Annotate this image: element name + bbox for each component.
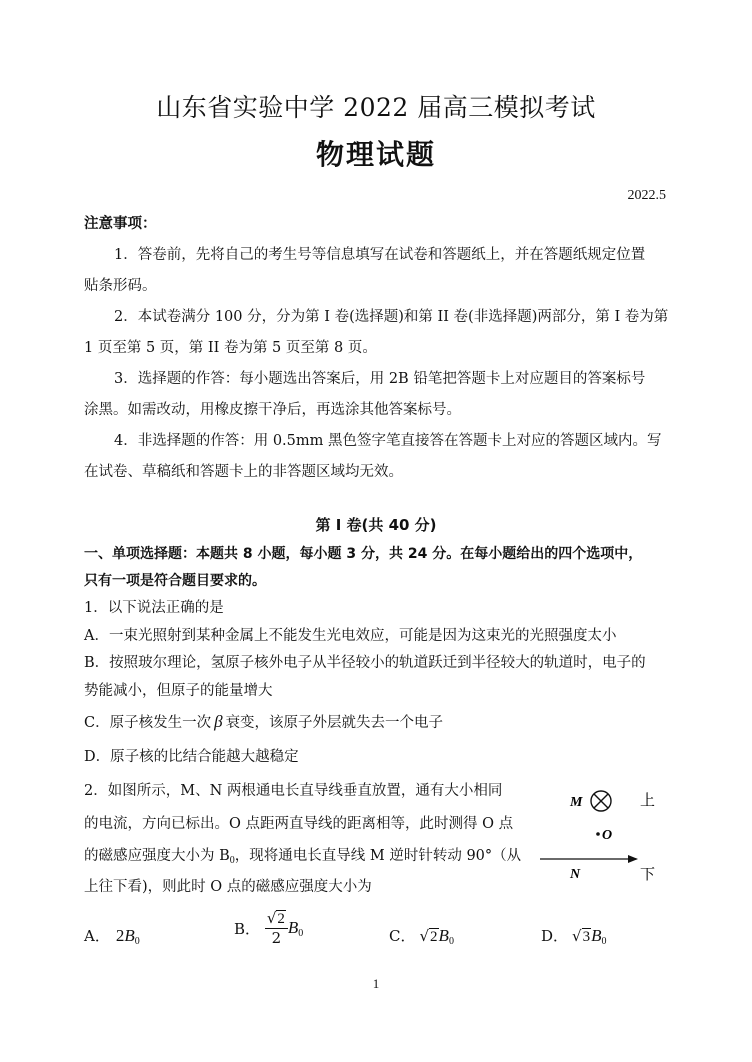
label-up: 上 [640,791,656,809]
notice-heading: 注意事项： [84,216,157,232]
q2-line-3-sub: 0 [229,855,235,866]
wire-diagram [538,782,668,886]
option-c-radicand: 2 [430,929,438,945]
option-a-sub: 0 [134,936,140,947]
q1-option-c-post: 衰变，该原子外层就失去一个电子 [225,715,444,731]
option-d-radicand: 3 [582,929,591,945]
wire-n-arrow-icon [628,855,638,863]
beta-symbol: β [214,712,223,731]
q1-option-c [84,712,443,733]
option-b-letter: B． [234,920,261,938]
q2-option-a [84,925,140,947]
q2-figure [538,782,668,886]
option-b-denominator: 2 [271,929,282,947]
option-b-var: B [287,918,299,937]
q2-line-2: 的电流，方向已标出。O 点距两直导线的距离相等，此时测得 O 点 [84,816,514,832]
q1-stem: 1．以下说法正确的是 [84,600,224,616]
option-d-letter: D． [541,927,569,945]
section-intro-line-1: 一、单项选择题：本题共 8 小题，每小题 3 分，共 24 分。在每小题给出的四个选项中， [84,546,643,562]
q2-option-b [234,911,303,946]
option-d-sub: 0 [601,936,607,947]
option-c-var: B [438,926,449,945]
current-into-page-icon [591,791,611,811]
label-m: M [570,795,583,810]
option-b-radicand: 2 [277,911,285,927]
q2-line-3 [84,846,521,871]
notice-2-line-1: 2．本试卷满分 100 分，分为第 I 卷(选择题)和第 II 卷(非选择题)两部分，第 I 卷为第 [114,309,669,325]
option-c-sub: 0 [448,936,454,947]
q1-option-b-line-1: B．按照玻尔理论，氢原子核外电子从半径较小的轨道跃迁到半径较大的轨道时，电子的 [84,655,646,671]
page-number: 1 [372,976,380,991]
label-down: 下 [640,865,656,883]
section-intro-line-2: 只有一项是符合题目要求的。 [84,573,266,589]
q2-line-3-post: ，现将通电长直导线 M 逆时针转动 90°（从 [234,848,522,864]
option-c-letter: C． [389,927,416,945]
option-b-sub: 0 [298,928,304,939]
q1-option-d: D．原子核的比结合能越大越稳定 [84,749,299,765]
exam-date: 2022.5 [627,188,666,203]
option-a-var: B [124,926,135,945]
notice-4-line-2: 在试卷、草稿纸和答题卡上的非答题区域均无效。 [84,464,403,480]
q2-option-c: C． $√2B_0$ [389,926,454,947]
option-a-letter: A． [84,927,110,945]
notice-4-line-1: 4．非选择题的作答：用 0.5mm 黑色签字笔直接答在答题卡上对应的答题区域内。写 [114,433,662,449]
q2-line-3-pre: 的磁感应强度大小为 B [84,848,230,864]
label-o: O [602,828,613,843]
notice-1-line-2: 贴条形码。 [84,278,157,294]
option-d-var: B [591,926,602,945]
q1-option-a: A．一束光照射到某种金属上不能发生光电效应，可能是因为这束光的光照强度太小 [84,628,617,644]
section-title: 第 Ⅰ 卷(共 40 分) [315,516,437,534]
notice-3-line-1: 3．选择题的作答：每小题选出答案后，用 2B 铅笔把答题卡上对应题目的答案标号 [114,371,646,387]
notice-3-line-2: 涂黑。如需改动，用橡皮擦干净后，再选涂其他答案标号。 [84,402,461,418]
subject-title: 物理试题 [315,138,436,171]
point-o [596,832,600,836]
option-b-fraction: $\frac{√2}{2}$ [265,911,288,946]
option-a-coef: 2 [115,926,125,945]
q2-line-1: 2．如图所示，M、N 两根通电长直导线垂直放置，通有大小相同 [84,783,503,799]
label-n: N [570,867,581,882]
q1-option-b-line-2: 势能减小，但原子的能量增大 [84,683,273,699]
q1-option-c-pre: C．原子核发生一次 [84,715,212,731]
notice-1-line-1: 1．答卷前，先将自己的考生号等信息填写在试卷和答题纸上，并在答题纸规定位置 [114,247,646,263]
notice-2-line-2: 1 页至第 5 页，第 II 卷为第 5 页至第 8 页。 [84,340,377,356]
exam-title: 山东省实验中学 2022 届高三模拟考试 [156,93,596,122]
q2-line-4: 上往下看)，则此时 O 点的磁感应强度大小为 [84,879,372,895]
q2-option-d: D． $√3B_0$ [541,926,607,947]
